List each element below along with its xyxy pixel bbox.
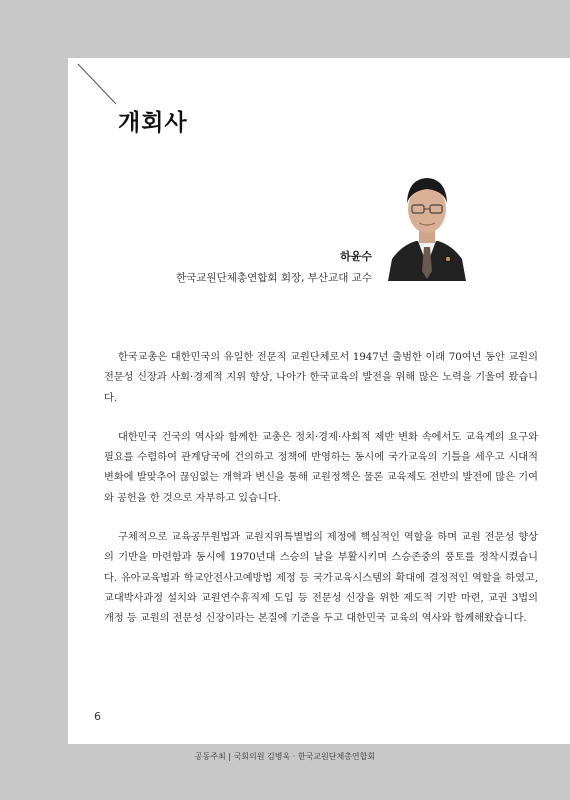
page-number: 6	[94, 710, 101, 723]
paragraph-2: 대한민국 건국의 역사와 함께한 교총은 정치·경제·사회적 제반 변화 속에서도 교육계의 요구와 필요를 수렴하여 관계당국에 건의하고 정책에 반영하는 동시에 국가교육의 기틀을 세우고 시대적 변화에 발맞추어 끊임없는 개혁과 변신을 통해 교원정책은 물론 교육제도 전반의 발전에 많은 기여와 공헌을 한 것으로 자부하고 있습니다.	[104, 431, 538, 504]
document-page	[68, 58, 570, 744]
author-name: 하윤수	[340, 250, 372, 263]
paragraph-3: 구체적으로 교육공무원법과 교원지위특별법의 제정에 핵심적인 역할을 하며 교원 전문성 향상의 기반을 마련함과 동시에 1970년대 스승의 날을 부활시키며 스승존중의 풍토를 정착시켰습니다. 유아교육법과 학교안전사고예방법 제정 등 국가교육시스템의 확대에 결정적인 역할을 하였고, 교대박사과정 설치와 교원연수휴직제 도입 등 전문성 신장을 위한 제도적 기반 마련, 교권 3법의 개정 등 교원의 전문성 신장이라는 본질에 기준을 두고 대한민국 교육의 역사와 함께해왔습니다.	[104, 532, 538, 625]
paragraph-1: 한국교총은 대한민국의 유일한 전문직 교원단체로서 1947년 출범한 이래 70여년 동안 교원의 전문성 신장과 사회·경제적 지위 향상, 나아가 한국교육의 발전을 위해 많은 노력을 기울여 왔습니다.	[104, 352, 538, 404]
author-affiliation: 한국교원단체총연합회 회장, 부산교대 교수	[176, 272, 372, 284]
page-title: 개회사	[118, 110, 188, 136]
body-text	[104, 348, 538, 649]
footer-credit: 공동주최 | 국회의원 김병욱 · 한국교원단체총연합회	[194, 752, 376, 761]
author-photo	[384, 161, 470, 281]
